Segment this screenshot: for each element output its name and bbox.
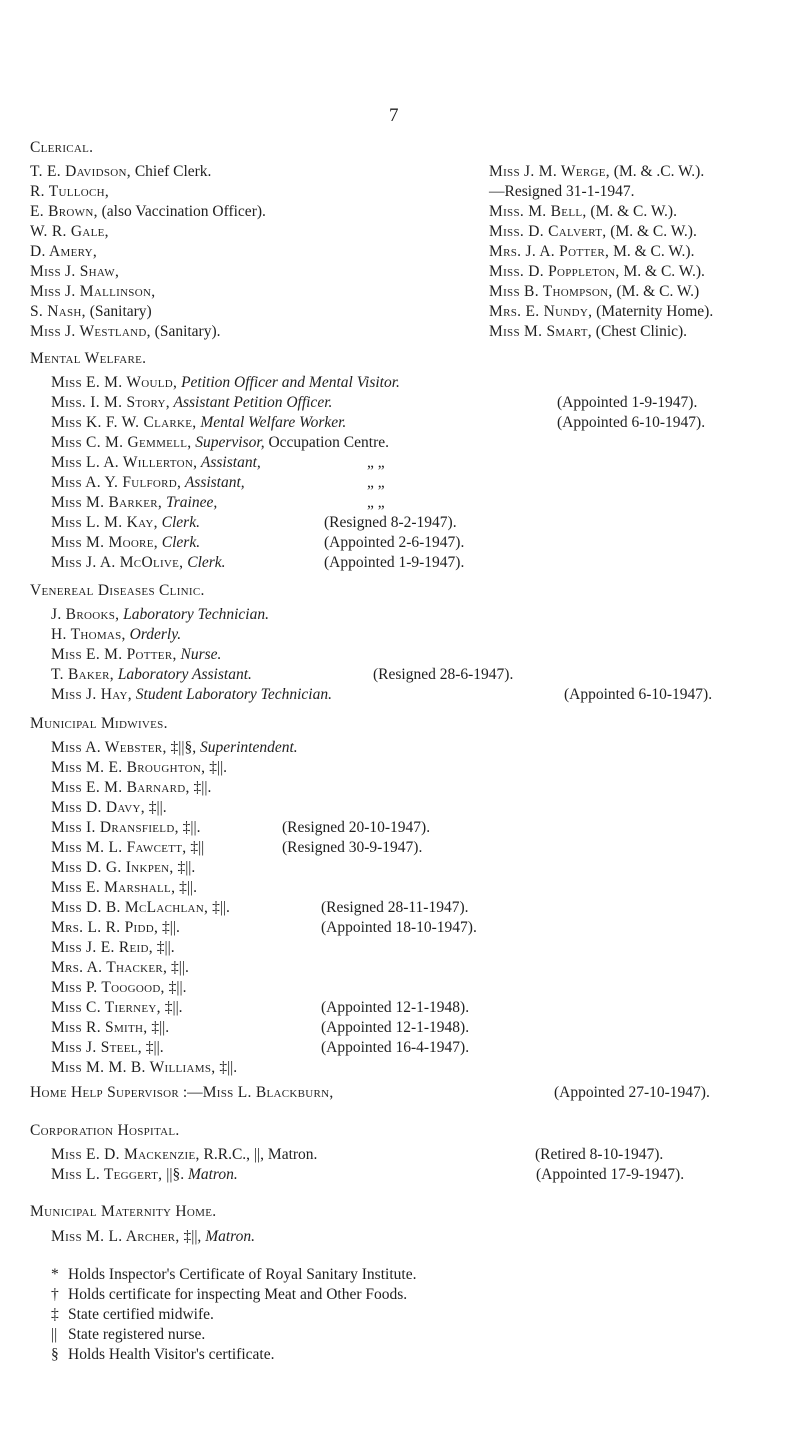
- staff-note: (Appointed 18-10-1947).: [321, 919, 477, 936]
- staff-name: Miss. D. Calvert,: [489, 223, 607, 240]
- mental-welfare-heading: Mental Welfare.: [30, 350, 147, 367]
- staff-role: (M. & C. W.).: [586, 203, 677, 220]
- staff-name: Miss L. Blackburn,: [202, 1084, 334, 1101]
- list-item: [489, 224, 697, 240]
- qualifications: ‡||,: [179, 1228, 206, 1245]
- staff-name: Miss J. E. Reid,: [51, 939, 153, 956]
- list-item: [489, 164, 704, 180]
- staff-name: T. E. Davidson,: [30, 163, 131, 180]
- footnote-symbol: *: [51, 1266, 59, 1283]
- list-item: [30, 224, 109, 240]
- page-number: 7: [389, 105, 399, 126]
- staff-name: Miss A. Webster,: [51, 739, 167, 756]
- staff-note: (Retired 8-10-1947).: [535, 1146, 664, 1163]
- qualifications: ‡||.: [144, 799, 167, 816]
- list-item: [51, 667, 252, 683]
- list-item: [30, 204, 266, 220]
- list-item: [489, 304, 713, 320]
- list-item: [51, 455, 261, 471]
- home-help-line: [30, 1085, 334, 1101]
- staff-name: Miss E. M. Barnard,: [51, 779, 190, 796]
- staff-note: (Resigned 30-9-1947).: [282, 839, 423, 856]
- staff-name: Miss J. Shaw,: [30, 263, 120, 280]
- list-item: [51, 780, 211, 796]
- list-item: [51, 920, 180, 936]
- ditto-marks: „ „: [367, 474, 385, 491]
- qualifications: ‡||.: [158, 919, 180, 936]
- staff-note: (Appointed 27-10-1947).: [554, 1084, 710, 1101]
- staff-name: Miss C. Tierney,: [51, 999, 161, 1016]
- staff-name: Miss J. M. Werge,: [489, 163, 610, 180]
- list-item: [51, 647, 221, 663]
- staff-name: Miss K. F. W. Clarke,: [51, 414, 197, 431]
- list-item: [51, 555, 226, 571]
- list-item: [51, 1000, 183, 1016]
- staff-title: Matron.: [267, 1146, 318, 1163]
- staff-role: (Chest Clinic).: [591, 323, 688, 340]
- staff-name: Miss J. A. McOlive,: [51, 554, 184, 571]
- staff-name: Miss D. B. McLachlan,: [51, 899, 209, 916]
- staff-note: (Appointed 6-10-1947).: [557, 414, 706, 431]
- qualifications: ‡||.: [164, 979, 187, 996]
- staff-role: M. & C. W.).: [609, 243, 695, 260]
- staff-title: Orderly.: [125, 626, 182, 643]
- staff-name: Miss L. A. Willerton,: [51, 454, 198, 471]
- footnote: [51, 1287, 407, 1303]
- staff-name: J. Brooks,: [51, 606, 120, 623]
- staff-name: Miss D. G. Inkpen,: [51, 859, 174, 876]
- list-item: [51, 395, 332, 411]
- qualifications: ‡||.: [189, 779, 212, 796]
- staff-title: Trainee,: [162, 494, 218, 511]
- list-item: [51, 760, 227, 776]
- staff-name: Miss M. L. Fawcett,: [51, 839, 187, 856]
- list-item: [489, 184, 635, 200]
- staff-role: (M. & .C. W.).: [609, 163, 705, 180]
- midwives-heading: Municipal Midwives.: [30, 715, 168, 732]
- staff-name: Miss I. Dransfield,: [51, 819, 179, 836]
- staff-name: Miss J. Steel,: [51, 1039, 142, 1056]
- staff-name: D. Amery,: [30, 243, 98, 260]
- staff-name: H. Thomas,: [51, 626, 126, 643]
- staff-name: Mrs. L. R. Pidd,: [51, 919, 159, 936]
- staff-note: (Appointed 2-6-1947).: [324, 534, 465, 551]
- staff-name: Miss E. M. Potter,: [51, 646, 177, 663]
- staff-name: Mrs. J. A. Potter,: [489, 243, 610, 260]
- list-item: [30, 284, 155, 300]
- staff-title: Superintendent.: [199, 739, 298, 756]
- list-item: [51, 1020, 169, 1036]
- staff-role: (Maternity Home).: [592, 303, 714, 320]
- list-item: [51, 980, 186, 996]
- staff-note: (Appointed 1-9-1947).: [557, 394, 698, 411]
- qualifications: ‡||.: [205, 759, 228, 776]
- staff-note: Occupation Centre.: [264, 434, 389, 451]
- staff-title: Clerk.: [183, 554, 226, 571]
- list-item: [51, 1060, 237, 1076]
- list-item: [51, 495, 217, 511]
- list-item: [489, 204, 677, 220]
- staff-title: Student Laboratory Technician.: [131, 686, 332, 703]
- footnote-text: Holds Health Visitor's certificate.: [68, 1346, 275, 1363]
- list-item: [51, 375, 400, 391]
- staff-note: (Resigned 28-6-1947).: [373, 666, 514, 683]
- list-item: [51, 820, 200, 836]
- footnote-symbol: ||: [51, 1326, 58, 1343]
- list-item: [489, 244, 694, 260]
- qualifications: ‡||§,: [166, 739, 200, 756]
- vd-clinic-heading: Venereal Diseases Clinic.: [30, 582, 205, 599]
- staff-name: Miss. I. M. Story,: [51, 394, 170, 411]
- staff-title: Clerk.: [157, 514, 200, 531]
- home-help-label: Home Help Supervisor: [30, 1084, 179, 1101]
- staff-name: E. Brown,: [30, 203, 98, 220]
- staff-role: (M. & C. W.).: [606, 223, 697, 240]
- staff-name: Miss R. Smith,: [51, 1019, 148, 1036]
- staff-name: Miss C. M. Gemmell,: [51, 434, 192, 451]
- qualifications: ‡||.: [178, 819, 201, 836]
- maternity-home-heading: Municipal Maternity Home.: [30, 1203, 217, 1220]
- staff-name: Miss. M. Bell,: [489, 203, 587, 220]
- footnote: [51, 1267, 416, 1283]
- qualifications: ‡||.: [141, 1039, 164, 1056]
- ditto-marks: „ „: [367, 454, 385, 471]
- list-item: [51, 1040, 164, 1056]
- staff-note: (Appointed 17-9-1947).: [536, 1166, 685, 1183]
- staff-title: Matron.: [187, 1166, 238, 1183]
- list-item: [51, 535, 200, 551]
- corporation-hospital-heading: Corporation Hospital.: [30, 1122, 180, 1139]
- list-item: [51, 740, 298, 756]
- staff-name: Miss J. Hay,: [51, 686, 132, 703]
- list-item: [51, 900, 230, 916]
- footnote-text: State certified midwife.: [68, 1306, 214, 1323]
- list-item: [489, 264, 705, 280]
- staff-name: Mrs. A. Thacker,: [51, 959, 168, 976]
- home-help-separator: :—: [179, 1084, 203, 1101]
- footnote: [51, 1307, 214, 1323]
- staff-note: (Appointed 12-1-1948).: [321, 1019, 470, 1036]
- staff-name: Miss L. Teggert,: [51, 1166, 163, 1183]
- footnote-text: Holds Inspector's Certificate of Royal Sanitary Institute.: [68, 1266, 417, 1283]
- list-item: [51, 800, 167, 816]
- staff-note: (Appointed 6-10-1947).: [564, 686, 713, 703]
- staff-name: Miss M. M. B. Williams,: [51, 1059, 216, 1076]
- qualifications: ‡||.: [160, 999, 183, 1016]
- staff-note: (Resigned 20-10-1947).: [282, 819, 431, 836]
- footnote: [51, 1327, 205, 1343]
- staff-title: Assistant,: [197, 454, 261, 471]
- list-item: [51, 627, 181, 643]
- staff-role: (M. & C. W.): [612, 283, 700, 300]
- list-item: [51, 607, 269, 623]
- qualifications: ‡||.: [173, 859, 196, 876]
- list-item: [51, 1167, 238, 1183]
- list-item: [30, 184, 109, 200]
- footnote-text: Holds certificate for inspecting Meat and Other Foods.: [68, 1286, 408, 1303]
- staff-note: (Resigned 8-2-1947).: [324, 514, 457, 531]
- staff-title: Mental Welfare Worker.: [196, 414, 347, 431]
- staff-title: Matron.: [205, 1228, 255, 1245]
- staff-name: Mrs. E. Nundy,: [489, 303, 593, 320]
- staff-name: Miss M. Smart,: [489, 323, 592, 340]
- staff-name: W. R. Gale,: [30, 223, 109, 240]
- list-item: [51, 940, 175, 956]
- qualifications: ‡||.: [152, 939, 175, 956]
- staff-name: Miss E. D. Mackenzie,: [51, 1146, 200, 1163]
- staff-title: Assistant Petition Officer.: [169, 394, 333, 411]
- staff-title: Laboratory Technician.: [119, 606, 269, 623]
- list-item: [51, 1229, 255, 1245]
- staff-title: Nurse.: [176, 646, 222, 663]
- footnote-symbol: ‡: [51, 1306, 59, 1323]
- list-item: [30, 164, 211, 180]
- staff-role: (Sanitary): [85, 303, 152, 320]
- ditto-marks: „ „: [367, 494, 385, 511]
- list-item: [51, 880, 197, 896]
- list-item: [51, 1147, 317, 1163]
- staff-name: Miss J. Mallinson,: [30, 283, 156, 300]
- staff-name: S. Nash,: [30, 303, 86, 320]
- list-item: [51, 860, 195, 876]
- list-item: [489, 324, 687, 340]
- staff-name: Miss M. E. Broughton,: [51, 759, 206, 776]
- staff-name: Miss B. Thompson,: [489, 283, 613, 300]
- list-item: [30, 324, 221, 340]
- staff-note: (Appointed 16-4-1947).: [321, 1039, 470, 1056]
- list-item: [51, 435, 389, 451]
- staff-role: Chief Clerk.: [130, 163, 212, 180]
- staff-title: Assistant,: [181, 474, 245, 491]
- staff-name: Miss M. Barker,: [51, 494, 163, 511]
- staff-name: Miss P. Toogood,: [51, 979, 165, 996]
- staff-name: Miss J. Westland,: [30, 323, 151, 340]
- staff-name: Miss. D. Poppleton,: [489, 263, 620, 280]
- staff-name: Miss L. M. Kay,: [51, 514, 158, 531]
- staff-note: (Appointed 12-1-1948).: [321, 999, 470, 1016]
- staff-name: Miss D. Davy,: [51, 799, 145, 816]
- staff-role: (also Vaccination Officer).: [97, 203, 266, 220]
- staff-note: (Appointed 1-9-1947).: [324, 554, 465, 571]
- qualifications: ||§.: [162, 1166, 188, 1183]
- staff-title: Laboratory Assistant.: [113, 666, 252, 683]
- qualifications: ‡||: [186, 839, 205, 856]
- list-item: [30, 304, 152, 320]
- footnote: [51, 1347, 274, 1363]
- clerical-heading: Clerical.: [30, 139, 94, 156]
- list-item: [51, 960, 189, 976]
- staff-role: (Sanitary).: [150, 323, 221, 340]
- staff-title: Petition Officer and Mental Visitor.: [177, 374, 400, 391]
- staff-name: Miss M. Moore,: [51, 534, 158, 551]
- staff-role: M. & C. W.).: [619, 263, 705, 280]
- staff-note: (Resigned 28-11-1947).: [321, 899, 469, 916]
- footnote-symbol: §: [51, 1346, 59, 1363]
- footnote-text: State registered nurse.: [68, 1326, 206, 1343]
- qualifications: ‡||.: [208, 899, 230, 916]
- list-item: [51, 840, 204, 856]
- list-item: [51, 475, 245, 491]
- staff-name: T. Baker,: [51, 666, 114, 683]
- staff-name: R. Tulloch,: [30, 183, 110, 200]
- staff-name: Miss A. Y. Fulford,: [51, 474, 182, 491]
- list-item: [489, 284, 699, 300]
- list-item: [51, 415, 346, 431]
- footnote-symbol: †: [51, 1286, 59, 1303]
- list-item: [30, 244, 97, 260]
- qualifications: ‡||.: [147, 1019, 170, 1036]
- qualifications: ‡||.: [167, 959, 189, 976]
- list-item: [51, 515, 200, 531]
- staff-name: Miss E. Marshall,: [51, 879, 176, 896]
- staff-title: Clerk.: [157, 534, 201, 551]
- qualifications: ‡||.: [175, 879, 197, 896]
- staff-role: —Resigned 31-1-1947.: [489, 183, 635, 200]
- staff-name: Miss M. L. Archer,: [51, 1228, 180, 1245]
- list-item: [51, 687, 332, 703]
- qualifications: R.R.C., ||,: [199, 1146, 268, 1163]
- staff-title: Supervisor,: [191, 434, 265, 451]
- qualifications: ‡||.: [215, 1059, 238, 1076]
- list-item: [30, 264, 119, 280]
- staff-name: Miss E. M. Would,: [51, 374, 178, 391]
